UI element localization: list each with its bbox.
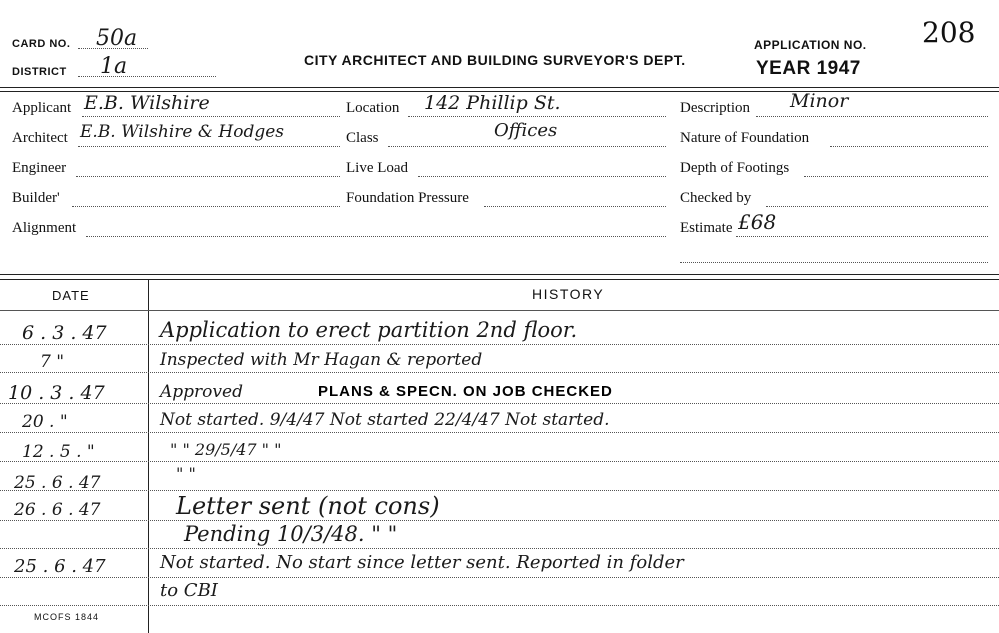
table-line bbox=[0, 520, 999, 521]
card-no-value: 50a bbox=[96, 26, 138, 51]
row-history: Approved bbox=[160, 382, 243, 402]
date-column-divider bbox=[148, 280, 149, 633]
table-line bbox=[0, 577, 999, 578]
row-history: Letter sent (not cons) bbox=[176, 492, 440, 520]
description-label: Description bbox=[680, 100, 750, 116]
form-code: MCOFS 1844 bbox=[34, 612, 100, 622]
row-history: Not started. No start since letter sent. Reported in folder bbox=[160, 552, 684, 573]
district-label: DISTRICT bbox=[12, 66, 67, 78]
architect-value: E.B. Wilshire & Hodges bbox=[80, 122, 285, 142]
row-date: 7 " bbox=[40, 352, 65, 372]
row-history: " " 29/5/47 " " bbox=[170, 440, 282, 459]
extra-line bbox=[680, 262, 988, 263]
live-load-line bbox=[418, 176, 666, 177]
row-date: 25 . 6 . 47 bbox=[14, 473, 101, 493]
table-rule-top bbox=[0, 274, 999, 275]
class-value: Offices bbox=[494, 120, 558, 141]
depth-of-footings-line bbox=[804, 176, 988, 177]
row-date: 26 . 6 . 47 bbox=[14, 500, 101, 520]
table-header-rule bbox=[0, 310, 999, 311]
row-history: Pending 10/3/48. " " bbox=[184, 522, 398, 546]
year-label: YEAR 1947 bbox=[756, 58, 861, 79]
table-line bbox=[0, 344, 999, 345]
table-line bbox=[0, 432, 999, 433]
district-value: 1a bbox=[100, 54, 128, 79]
row-history: Not started. 9/4/47 Not started 22/4/47 Not started. bbox=[160, 410, 610, 430]
district-line bbox=[78, 76, 216, 77]
architect-line bbox=[78, 146, 340, 147]
checked-by-label: Checked by bbox=[680, 190, 752, 206]
row-date: 12 . 5 . " bbox=[22, 442, 95, 462]
table-line bbox=[0, 548, 999, 549]
class-label: Class bbox=[346, 130, 379, 146]
stamp-plans-checked: PLANS & SPECN. ON JOB CHECKED bbox=[318, 383, 613, 400]
history-header: HISTORY bbox=[532, 286, 605, 302]
nature-of-foundation-label: Nature of Foundation bbox=[680, 130, 810, 146]
department-title: CITY ARCHITECT AND BUILDING SURVEYOR'S DEPT. bbox=[304, 52, 686, 68]
row-history: " " bbox=[176, 464, 196, 483]
alignment-line bbox=[86, 236, 666, 237]
foundation-pressure-line bbox=[484, 206, 666, 207]
table-line bbox=[0, 605, 999, 606]
estimate-line bbox=[736, 236, 988, 237]
row-date: 25 . 6 . 47 bbox=[14, 556, 106, 577]
table-rule-top-2 bbox=[0, 279, 999, 280]
estimate-label: Estimate bbox=[680, 220, 733, 236]
table-line bbox=[0, 490, 999, 491]
live-load-label: Live Load bbox=[346, 160, 409, 176]
application-no-label: APPLICATION NO. bbox=[754, 38, 867, 52]
row-history: to CBI bbox=[160, 580, 218, 601]
depth-of-footings-label: Depth of Footings bbox=[680, 160, 790, 176]
card-no-line bbox=[78, 48, 148, 49]
checked-by-line bbox=[766, 206, 988, 207]
estimate-value: £68 bbox=[738, 210, 777, 234]
engineer-line bbox=[76, 176, 340, 177]
row-date: 20 . " bbox=[22, 412, 68, 432]
description-line bbox=[756, 116, 988, 117]
alignment-label: Alignment bbox=[12, 220, 77, 236]
table-line bbox=[0, 403, 999, 404]
table-line bbox=[0, 461, 999, 462]
builder-line bbox=[72, 206, 340, 207]
description-value: Minor bbox=[790, 90, 849, 112]
header-rule-top bbox=[0, 87, 999, 88]
card-no-label: CARD NO. bbox=[12, 38, 71, 50]
row-history: Inspected with Mr Hagan & reported bbox=[160, 350, 483, 370]
applicant-value: E.B. Wilshire bbox=[84, 92, 210, 114]
location-label: Location bbox=[346, 100, 400, 116]
location-value: 142 Phillip St. bbox=[424, 92, 561, 114]
application-no-value: 208 bbox=[922, 16, 976, 49]
row-history: Application to erect partition 2nd floor. bbox=[160, 318, 578, 342]
architect-label: Architect bbox=[12, 130, 68, 146]
location-line bbox=[408, 116, 666, 117]
builder-label: Builder' bbox=[12, 190, 60, 206]
applicant-line bbox=[82, 116, 340, 117]
engineer-label: Engineer bbox=[12, 160, 67, 176]
nature-of-foundation-line bbox=[830, 146, 988, 147]
date-header: DATE bbox=[52, 288, 90, 303]
foundation-pressure-label: Foundation Pressure bbox=[346, 190, 469, 206]
class-line bbox=[388, 146, 666, 147]
row-date: 10 . 3 . 47 bbox=[8, 382, 105, 404]
applicant-label: Applicant bbox=[12, 100, 72, 116]
row-date: 6 . 3 . 47 bbox=[22, 322, 107, 344]
table-line bbox=[0, 372, 999, 373]
